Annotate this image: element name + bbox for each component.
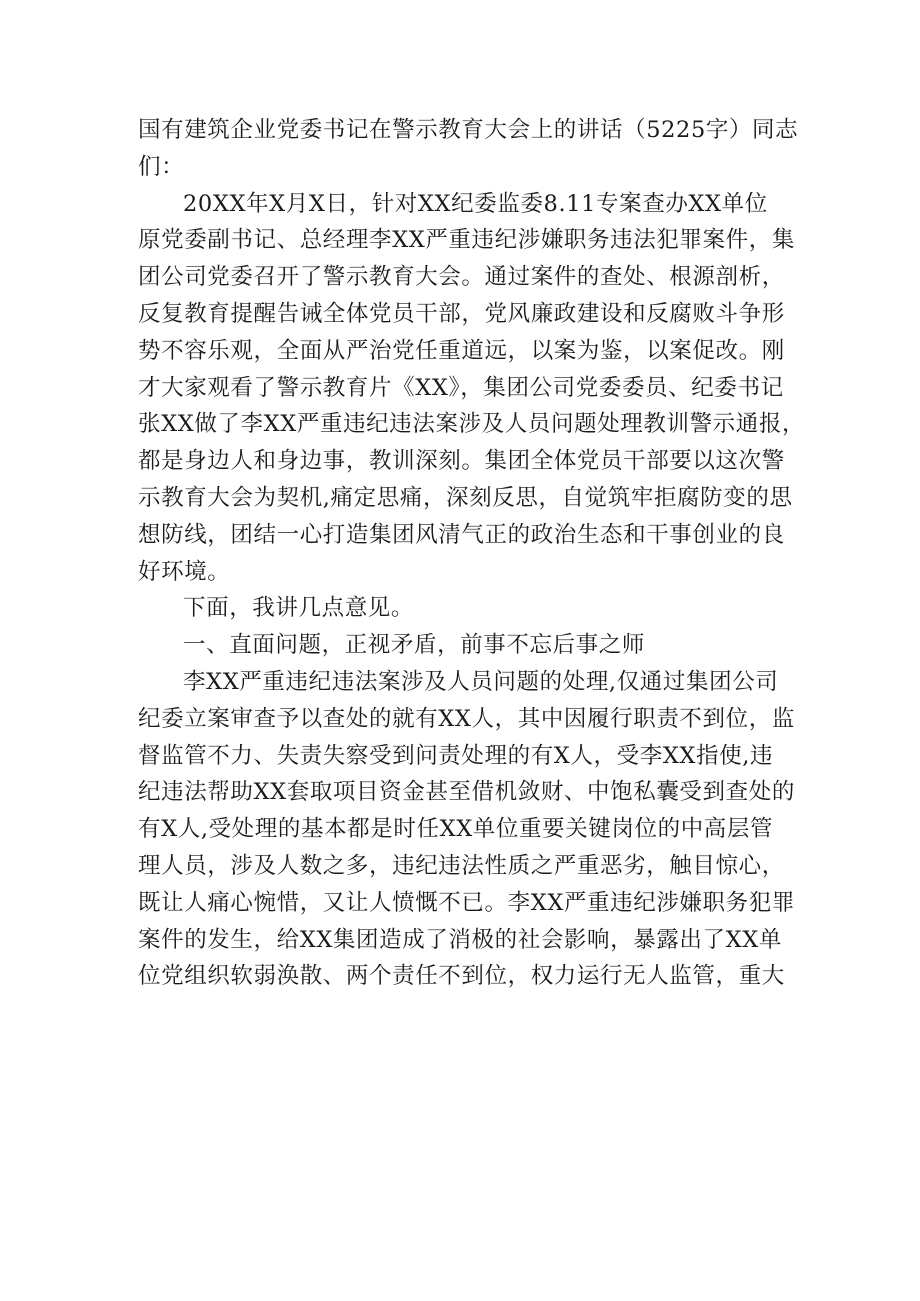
text-line: 团公司党委召开了警示教育大会。通过案件的查处、根源剖析， [138, 264, 785, 291]
text-line: 反复教育提醒告诫全体党员干部，党风廉政建设和反腐败斗争形 [138, 300, 785, 327]
text-line: 势不容乐观，全面从严治党任重道远，以案为鉴，以案促改。刚 [138, 337, 785, 364]
text-line: 位党组织软弱涣散、两个责任不到位，权力运行无人监管，重大 [138, 963, 785, 990]
text-line: 都是身边人和身边事，教训深刻。集团全体党员干部要以这次警 [138, 448, 785, 475]
text-line: 们： [138, 153, 185, 180]
text-line: 案件的发生，给XX集团造成了消极的社会影响，暴露出了XX单 [138, 926, 782, 953]
text-line: 有X人,受处理的基本都是时任XX单位重要关键岗位的中高层管 [138, 816, 774, 843]
document-body [138, 112, 806, 995]
text-line: 下面，我讲几点意见。 [183, 595, 415, 622]
text-line: 国有建筑企业党委书记在警示教育大会上的讲话（5225字）同志 [138, 117, 799, 143]
text-line: 示教育大会为契机,痛定思痛，深刻反思，自觉筑牢拒腐防变的思 [138, 484, 793, 511]
text-line: 好环境。 [138, 558, 231, 585]
text-line: 李XX严重违纪违法案涉及人员问题的处理,仅通过集团公司 [183, 668, 779, 695]
text-line: 既让人痛心惋惜，又让人愤慨不已。李XX严重违纪涉嫌职务犯罪 [138, 889, 795, 916]
text-line: 20XX年X月X日，针对XX纪委监委8.11专案查办XX单位 [183, 190, 768, 217]
text-line: 想防线，团结一心打造集团风清气正的政治生态和干事创业的良 [138, 521, 785, 548]
text-line: 才大家观看了警示教育片《XX》，集团公司党委委员、纪委书记 [138, 374, 784, 401]
text-line: 张XX做了李XX严重违纪违法案涉及人员问题处理教训警示通报， [138, 411, 806, 438]
text-line: 理人员，涉及人数之多，违纪违法性质之严重恶劣，触目惊心， [138, 852, 785, 879]
text-line: 原党委副书记、总经理李XX严重违纪涉嫌职务违法犯罪案件，集 [138, 227, 795, 254]
text-line: 纪委立案审查予以查处的就有XX人，其中因履行职责不到位，监 [138, 705, 795, 732]
text-line: 纪违法帮助XX套取项目资金甚至借机敛财、中饱私囊受到查处的 [138, 779, 795, 806]
section-heading: 一、直面问题，正视矛盾，前事不忘后事之师 [183, 632, 646, 659]
text-line: 督监管不力、失责失察受到问责处理的有X人，受李XX指使,违 [138, 742, 774, 769]
